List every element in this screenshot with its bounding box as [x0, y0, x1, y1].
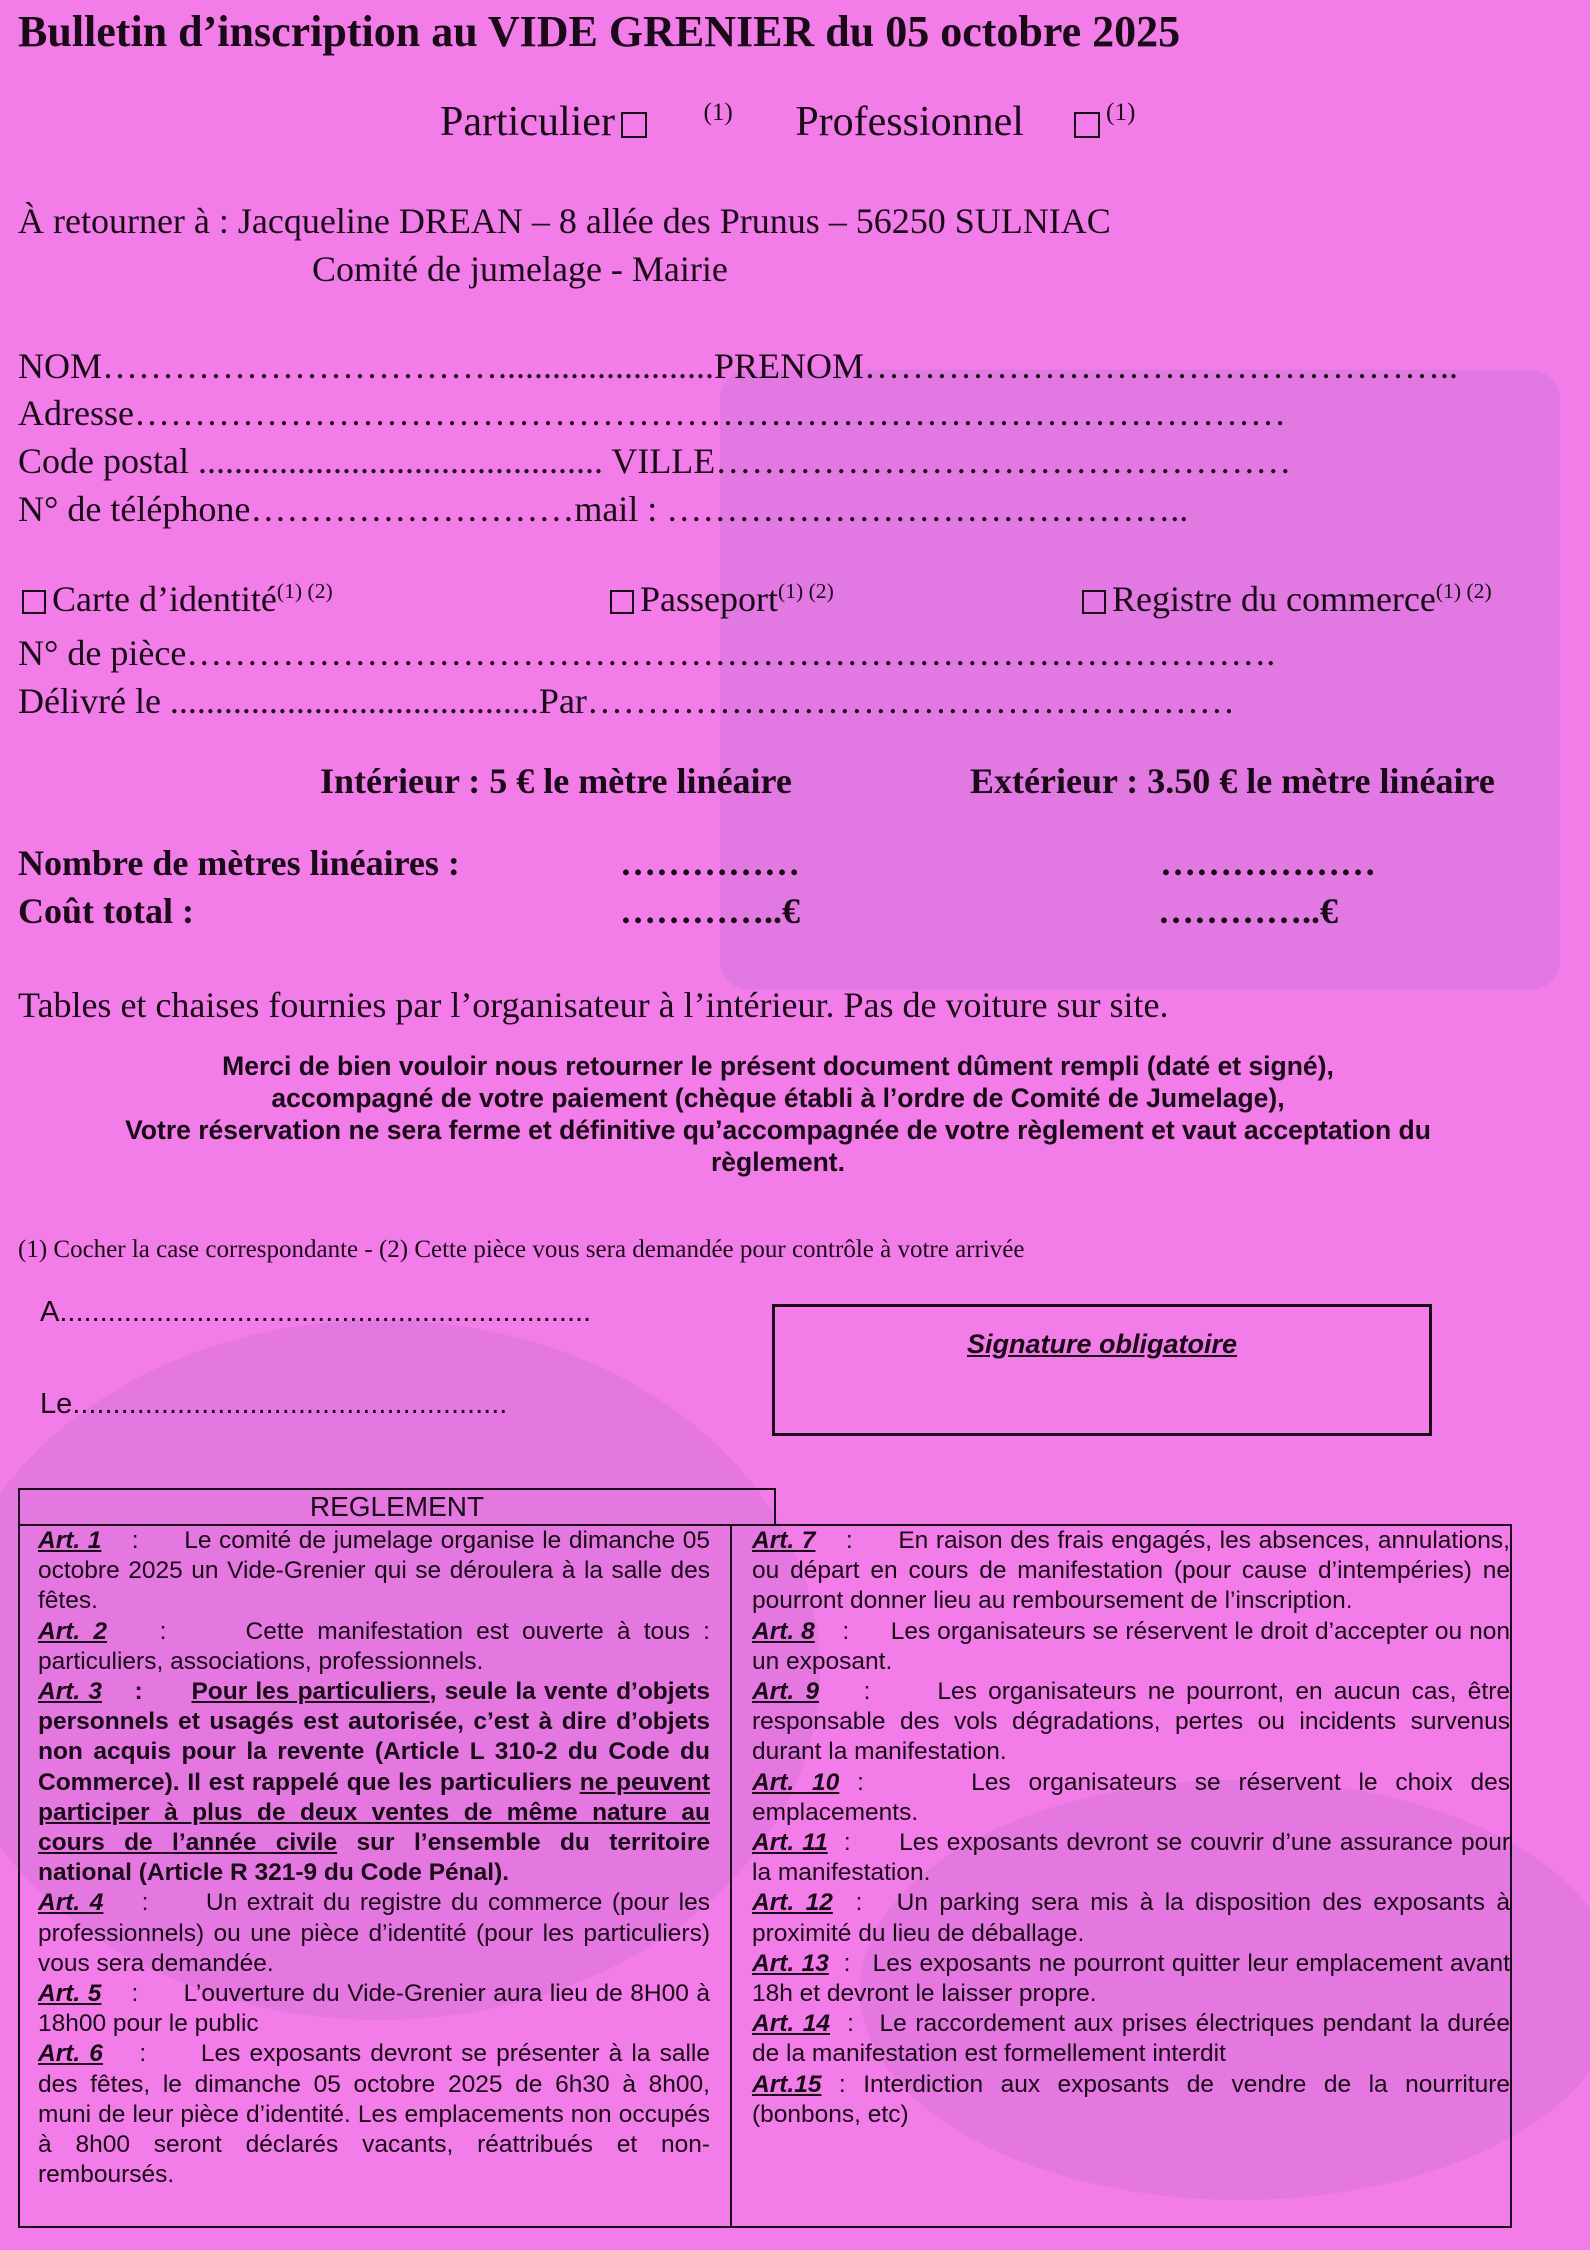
article-sep: :	[818, 1678, 938, 1706]
passeport-label: Passeport	[640, 579, 778, 619]
article	[38, 1677, 710, 1888]
status-choice-row	[440, 98, 1135, 146]
article-sep: :	[814, 1617, 891, 1645]
instructions-line: Votre réservation ne sera ferme et définitive qu’accompagnée de votre règlement et vaut acceptation du	[125, 1115, 1431, 1145]
article-text: Les organisateurs ne pourront, en aucun cas, être responsable des vols dégradations, pertes ou incidents survenus durant la manifestation.	[752, 1678, 1510, 1766]
article-sep: :	[839, 1768, 972, 1796]
article	[38, 1979, 710, 2039]
article-text: Les exposants devront se couvrir d’une assurance pour la manifestation.	[752, 1829, 1511, 1887]
article-text: Le raccordement aux prises électriques pendant la durée de la manifestation est formellement interdit	[752, 2010, 1510, 2068]
article	[752, 1888, 1510, 1948]
article-sep: :	[101, 1678, 192, 1706]
article	[752, 2070, 1510, 2130]
date-field[interactable]: Le......................................................	[40, 1388, 508, 1420]
nombre-metres-label: Nombre de mètres linéaires :	[18, 843, 460, 883]
article-label: Art. 7	[752, 1527, 816, 1554]
particulier-checkbox[interactable]	[621, 112, 647, 138]
article-text: ne peuvent participer à plus de deux ventes de même nature au cours de l’année civile	[38, 1768, 710, 1857]
article	[752, 1768, 1510, 1828]
footnote-ref: (1) (2)	[1435, 579, 1492, 603]
article	[38, 1888, 710, 1979]
tarif-exterieur: Extérieur : 3.50 € le mètre linéaire	[970, 761, 1495, 801]
reglement-divider	[730, 1524, 732, 2228]
registre-commerce-label: Registre du commerce	[1112, 579, 1436, 619]
lieu-field[interactable]: A..................................................................	[40, 1296, 592, 1328]
return-address-line2: Comité de jumelage - Mairie	[312, 249, 728, 289]
article-label: Art. 10	[752, 1768, 840, 1796]
footnote-ref: (1) (2)	[276, 579, 333, 603]
article-sep: :	[101, 1980, 184, 2008]
article-text: Interdiction aux exposants de vendre de la nourriture (bonbons, etc)	[752, 2070, 1510, 2128]
article-label: Art. 5	[38, 1980, 102, 2008]
article-text: Les organisateurs se réservent le droit d’accepter ou non un exposant.	[752, 1617, 1510, 1675]
article-sep: :	[830, 2010, 880, 2038]
article-sep: :	[101, 1527, 185, 1554]
article	[752, 1617, 1510, 1677]
article-text: Un extrait du registre du commerce (pour les professionnels) ou une pièce d’identité (pour les particuliers) vous sera demandée.	[38, 1889, 710, 1977]
info-text: Tables et chaises fournies par l’organisateur à l’intérieur. Pas de voiture sur site.	[18, 985, 1169, 1025]
adresse-field[interactable]: Adresse……………………………………………………………………………………	[18, 393, 1286, 433]
article-sep: :	[828, 1949, 873, 1977]
footnote: (1) Cocher la case correspondante - (2) Cette pièce vous sera demandée pour contrôle à votre arrivée	[18, 1236, 1025, 1263]
article-text: Le comité de jumelage organise le dimanche 05 octobre 2025 un Vide-Grenier qui se déroulera à la salle des fêtes.	[38, 1527, 710, 1615]
article	[752, 1949, 1510, 2009]
instructions-line: accompagné de votre paiement (chèque établi à l’ordre de Comité de Jumelage),	[271, 1083, 1285, 1113]
code-postal-ville-field[interactable]: Code postal ............................................. VILLE…………………………………………	[18, 441, 1292, 481]
particulier-label: Particulier	[440, 99, 615, 145]
cout-total-interieur[interactable]: …………..€	[620, 891, 800, 931]
delivre-par-field[interactable]: Délivré le .........................................Par………………………………………………	[18, 681, 1235, 721]
article-text: L’ouverture du Vide-Grenier aura lieu de 8H00 à 18h00 pour le public	[38, 1980, 710, 2038]
professionnel-label: Professionnel	[795, 99, 1024, 145]
article-label: Art. 2	[38, 1617, 107, 1645]
nom-prenom-field[interactable]: NOM……………………………........................PRENOM…………………………………………..	[18, 346, 1459, 386]
article-text: , seule la vente d’objets personnels et usagés est autorisée, c’est à dire d’objets non acquis pour la revente (Article L 310-2 du Code du Commerce). Il est rappelé que les particuliers	[38, 1678, 710, 1796]
footnote-ref: (1) (2)	[778, 579, 834, 603]
article-sep: :	[827, 1829, 900, 1857]
article	[38, 2039, 710, 2190]
nombre-metres-exterieur[interactable]: ………………	[1160, 843, 1376, 883]
reglement-left-column	[38, 1526, 710, 2190]
article-label: Art. 1	[38, 1527, 102, 1554]
tarif-interieur: Intérieur : 5 € le mètre linéaire	[320, 761, 792, 801]
article-text: sur l’ensemble du territoire national (Article R 321-9 du Code Pénal).	[38, 1829, 710, 1887]
instructions-line: Merci de bien vouloir nous retourner le présent document dûment rempli (daté et signé),	[222, 1051, 1334, 1081]
page-title: Bulletin d’inscription au VIDE GRENIER du 05 octobre 2025	[18, 7, 1181, 56]
instructions-block	[18, 1050, 1538, 1178]
article-sep: :	[102, 2040, 201, 2068]
article-text: Les exposants devront se présenter à la salle des fêtes, le dimanche 05 octobre 2025 de 6h30 à 8h00, muni de leur pièce d’identité. Les emplacements non occupés à 8h00 seront déclarés vacants, réattribués et non-remboursés.	[38, 2040, 710, 2189]
reglement-right-column	[752, 1526, 1510, 2130]
signature-box[interactable]	[772, 1304, 1432, 1436]
carte-identite-option[interactable]	[22, 578, 333, 620]
numero-piece-field[interactable]: N° de pièce……………………………………………………………………………….	[18, 633, 1276, 673]
article-sep: :	[821, 2070, 864, 2098]
article	[38, 1617, 710, 1677]
passeport-checkbox[interactable]	[610, 590, 634, 614]
article-label: Art. 11	[752, 1829, 828, 1857]
article-label: Art. 3	[38, 1678, 102, 1706]
instructions-line: règlement.	[710, 1147, 845, 1177]
article-text: Un parking sera mis à la disposition des exposants à proximité du lieu de déballage.	[752, 1889, 1510, 1947]
article-sep: :	[107, 1617, 246, 1645]
passeport-option[interactable]	[610, 578, 834, 620]
article-label: Art. 9	[752, 1678, 819, 1706]
article-label: Art. 4	[38, 1889, 104, 1917]
article-label: Art.15	[752, 2070, 822, 2098]
article-text: Les exposants ne pourront quitter leur emplacement avant 18h et devront le laisser propre.	[752, 1949, 1510, 2008]
registre-commerce-checkbox[interactable]	[1082, 590, 1106, 614]
professionnel-checkbox[interactable]	[1074, 112, 1100, 138]
article-text: Cette manifestation est ouverte à tous : particuliers, associations, professionnels.	[38, 1617, 710, 1675]
footnote-ref: (1)	[1105, 99, 1136, 126]
article-sep: :	[815, 1527, 899, 1554]
signature-title: Signature obligatoire	[966, 1329, 1238, 1359]
carte-identite-checkbox[interactable]	[22, 590, 46, 614]
article-text: Pour les particuliers	[191, 1678, 430, 1706]
article-label: Art. 13	[752, 1949, 829, 1977]
article-label: Art. 6	[38, 2040, 103, 2068]
article	[752, 1828, 1510, 1888]
article-text: En raison des frais engagés, les absences, annulations, ou départ en cours de manifestation (pour cause d’intempéries) ne pourront donner lieu au remboursement de l’inscription.	[752, 1527, 1510, 1615]
carte-identite-label: Carte d’identité	[52, 579, 277, 619]
telephone-mail-field[interactable]: N° de téléphone………………………mail : ……………………………………..	[18, 489, 1189, 529]
registre-commerce-option[interactable]	[1082, 578, 1492, 620]
return-address: À retourner à : Jacqueline DREAN – 8 allée des Prunus – 56250 SULNIAC	[18, 201, 1111, 241]
article-label: Art. 12	[752, 1889, 833, 1917]
article	[752, 1526, 1510, 1617]
article-text: Les organisateurs se réservent le choix des emplacements.	[752, 1768, 1510, 1826]
article-label: Art. 14	[752, 2010, 830, 2038]
article-label: Art. 8	[752, 1617, 815, 1645]
article-sep: :	[103, 1889, 206, 1917]
cout-total-exterieur[interactable]: …………..€	[1158, 891, 1338, 931]
article	[752, 2009, 1510, 2069]
footnote-ref: (1)	[703, 99, 733, 126]
article	[38, 1526, 710, 1617]
article	[752, 1677, 1510, 1768]
article-sep: :	[832, 1889, 897, 1917]
cout-total-label: Coût total :	[18, 891, 194, 931]
nombre-metres-interieur[interactable]: ……………	[620, 843, 800, 883]
reglement-title: REGLEMENT	[18, 1488, 776, 1524]
